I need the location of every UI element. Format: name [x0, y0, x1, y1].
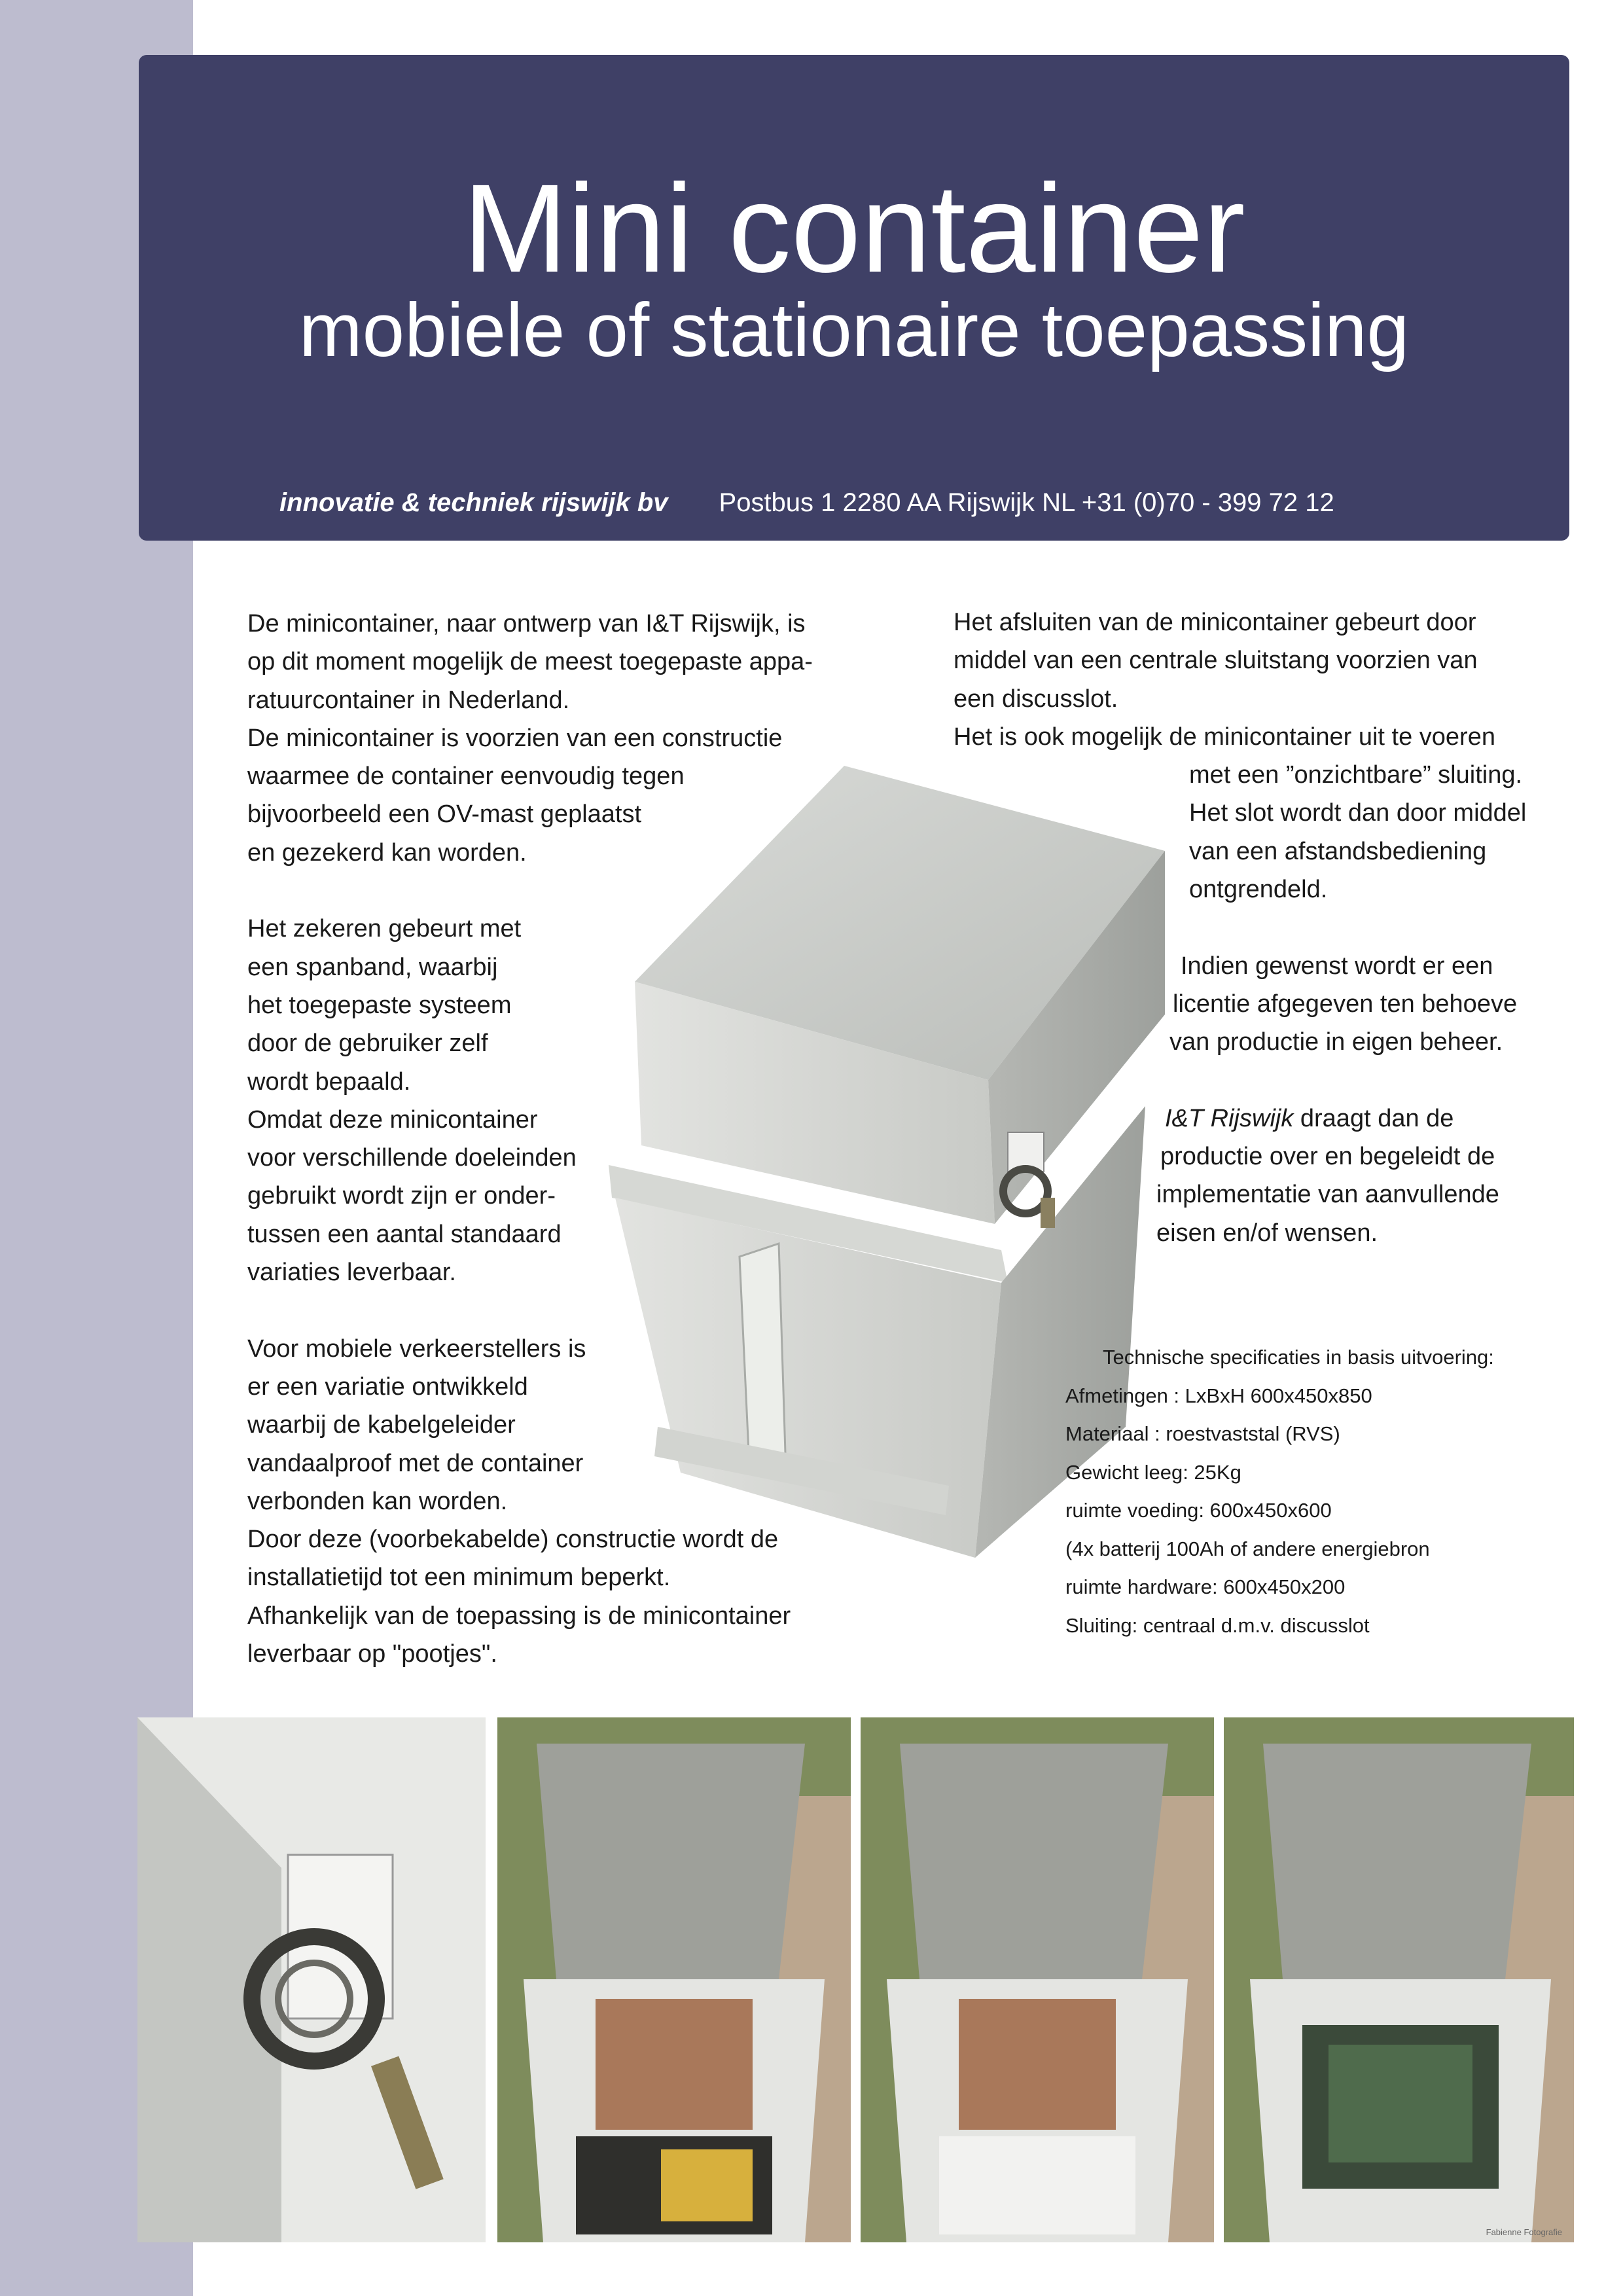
left-line: Omdat deze minicontainer: [247, 1105, 538, 1134]
left-line: voor verschillende doeleinden: [247, 1144, 577, 1172]
contact-line: [279, 487, 1334, 518]
right-line: middel van een centrale sluitstang voorzien van: [954, 647, 1478, 675]
photo-watermark: Fabienne Fotografie: [1486, 2227, 1562, 2237]
right-line: met een ”onzichtbare” sluiting.: [1189, 761, 1523, 789]
open-container-hardware-photo: [1224, 1717, 1574, 2242]
intro-text-left: [247, 605, 813, 1673]
right-line: een discusslot.: [954, 685, 1118, 713]
left-line: vandaalproof met de container: [247, 1449, 584, 1477]
spec-item: ruimte voeding: 600x450x600: [1065, 1499, 1332, 1522]
left-line: leverbaar op "pootjes".: [247, 1640, 497, 1668]
left-line: er een variatie ontwikkeld: [247, 1372, 528, 1401]
right-line: ontgrendeld.: [1189, 876, 1328, 904]
left-line: door de gebruiker zelf: [247, 1030, 488, 1058]
left-line: installatietijd tot een minimum beperkt.: [247, 1564, 671, 1592]
company-name: innovatie & techniek rijswijk bv: [279, 488, 668, 517]
spec-item: Sluiting: centraal d.m.v. discusslot: [1065, 1613, 1370, 1637]
left-line: variaties leverbaar.: [247, 1259, 456, 1287]
spec-item: Gewicht leeg: 25Kg: [1065, 1460, 1241, 1484]
left-line: Voor mobiele verkeerstellers is: [247, 1335, 586, 1363]
left-line: Het zekeren gebeurt met: [247, 915, 522, 943]
left-blank: [247, 1291, 813, 1329]
left-line: tussen een aantal standaard: [247, 1220, 562, 1248]
left-line: het toegepaste systeem: [247, 991, 512, 1019]
left-line: en gezekerd kan worden.: [247, 838, 527, 867]
left-line: waarbij de kabelgeleider: [247, 1411, 516, 1439]
left-line: verbonden kan worden.: [247, 1487, 508, 1515]
left-line: ratuurcontainer in Nederland.: [247, 686, 570, 714]
header-banner: [139, 55, 1569, 541]
left-line: Door deze (voorbekabelde) constructie wordt de: [247, 1526, 779, 1554]
right-line: van productie in eigen beheer.: [1169, 1028, 1503, 1056]
specs-title: Technische specificaties in basis uitvoering:: [1103, 1346, 1494, 1369]
spec-item: (4x batterij 100Ah of andere energiebron: [1065, 1537, 1430, 1560]
right-blank: [954, 908, 1526, 946]
left-line: op dit moment mogelijk de meest toegepaste appa-: [247, 648, 813, 676]
left-line: Afhankelijk van de toepassing is de minicontainer: [247, 1602, 791, 1630]
left-line: bijvoorbeeld een OV-mast geplaatst: [247, 800, 642, 829]
right-line: implementatie van aanvullende: [1156, 1181, 1499, 1209]
open-container-batteries-photo: [497, 1717, 851, 2242]
spec-item: Afmetingen : LxBxH 600x450x850: [1065, 1384, 1372, 1407]
left-line: waarmee de container eenvoudig tegen: [247, 762, 685, 791]
brand-name: I&T Rijswijk: [1165, 1104, 1294, 1132]
right-line-rest: draagt dan de: [1293, 1104, 1454, 1132]
left-blank: [247, 872, 813, 910]
page-subtitle: mobiele of stationaire toepassing: [299, 287, 1409, 372]
technical-specs: [1065, 1338, 1494, 1645]
left-line: De minicontainer is voorzien van een constructie: [247, 724, 783, 752]
right-line: Het slot wordt dan door middel: [1189, 799, 1527, 827]
right-line: licentie afgegeven ten behoeve: [1173, 990, 1518, 1018]
right-line: Het afsluiten van de minicontainer gebeurt door: [954, 609, 1476, 636]
intro-text-right: [954, 603, 1526, 1252]
spec-item: ruimte hardware: 600x450x200: [1065, 1575, 1346, 1598]
left-line: gebruikt wordt zijn er onder-: [247, 1182, 556, 1210]
left-line: De minicontainer, naar ontwerp van I&T Rijswijk, is: [247, 610, 806, 637]
open-container-empty-photo: [861, 1717, 1214, 2242]
right-line: Het is ook mogelijk de minicontainer uit te voeren: [954, 723, 1495, 751]
right-line: eisen en/of wensen.: [1156, 1219, 1378, 1247]
left-line: wordt bepaald.: [247, 1067, 411, 1096]
right-blank: [954, 1062, 1526, 1100]
right-line: productie over en begeleidt de: [1160, 1143, 1495, 1171]
left-line: een spanband, waarbij: [247, 953, 498, 981]
right-line: [954, 1100, 1526, 1138]
spec-item: Materiaal : roestvaststal (RVS): [1065, 1422, 1340, 1445]
company-address: Postbus 1 2280 AA Rijswijk NL +31 (0)70 - 399 72 12: [719, 488, 1334, 517]
lock-closeup-photo: [137, 1717, 486, 2242]
right-line: van een afstandsbediening: [1189, 837, 1487, 865]
right-line: Indien gewenst wordt er een: [1181, 952, 1493, 980]
page-title: Mini container: [463, 158, 1245, 298]
